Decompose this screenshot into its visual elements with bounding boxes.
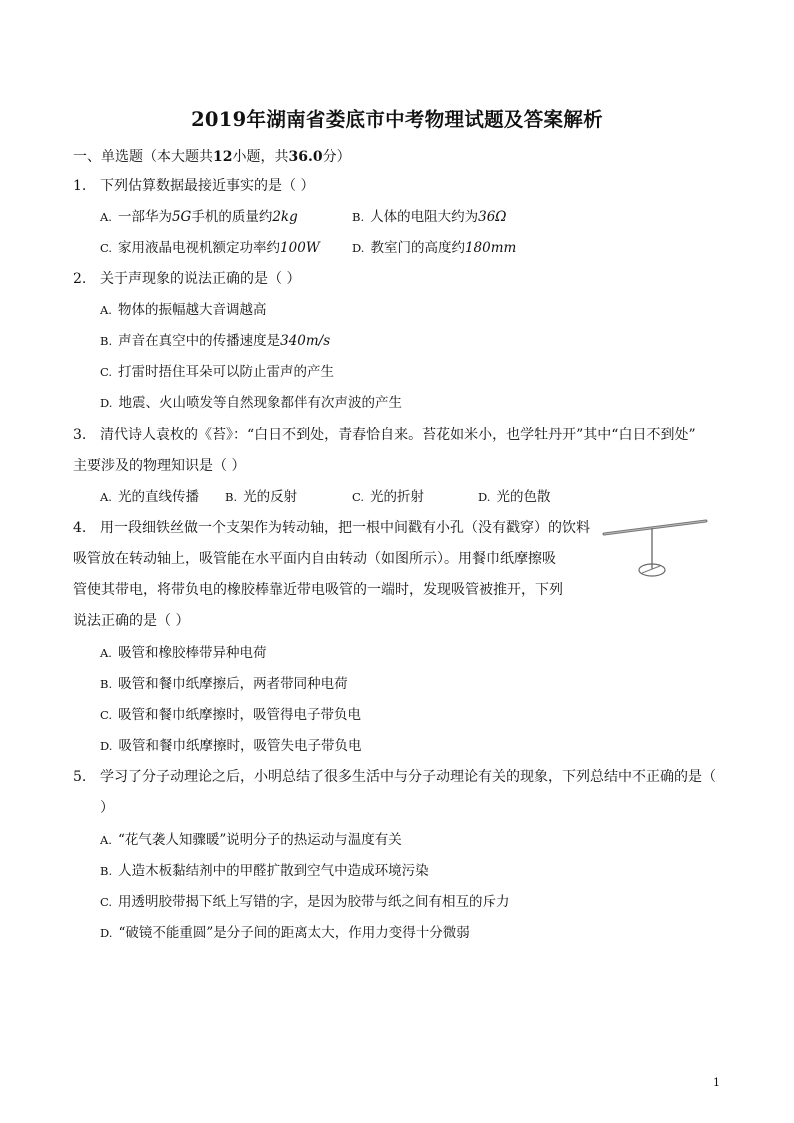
option-a: A. 物体的振幅越大音调越高 <box>100 302 267 318</box>
question-stem: 下列估算数据最接近事实的是（ ） <box>100 178 315 194</box>
question-stem: 主要涉及的物理知识是（ ） <box>73 458 246 474</box>
option-d: D. “破镜不能重圆”是分子间的距离太大，作用力变得十分微弱 <box>100 925 470 941</box>
question-stem: 吸管放在转动轴上，吸管能在水平面内自由转动（如图所示）。用餐巾纸摩擦吸 <box>73 551 556 567</box>
option-c: C. 家用液晶电视机额定功率约100W <box>100 240 320 256</box>
base-line <box>642 566 660 573</box>
option-a: A. “花气袭人知骤暖”说明分子的热运动与温度有关 <box>100 832 402 848</box>
option-d: D. 地震、火山喷发等自然现象都伴有次声波的产生 <box>100 395 402 411</box>
straw-pivot-figure <box>600 516 712 582</box>
question-number: 4. <box>73 520 87 536</box>
option-c: C. 吸管和餐巾纸摩擦时，吸管得电子带负电 <box>100 707 362 723</box>
section-heading: 一、单选题（本大题共12小题，共36.0分） <box>73 149 351 165</box>
straw-highlight <box>604 521 706 534</box>
option-b: B. 光的反射 <box>225 489 298 505</box>
option-b: B. 人造木板黏结剂中的甲醛扩散到空气中造成环境污染 <box>100 863 429 879</box>
option-b: B. 声音在真空中的传播速度是340m/s <box>100 333 331 349</box>
question-stem: 说法正确的是（ ） <box>73 613 190 629</box>
question-number: 2. <box>73 271 87 287</box>
question-stem: ） <box>100 800 114 816</box>
question-stem: 用一段细铁丝做一个支架作为转动轴，把一根中间戳有小孔（没有戳穿）的饮料 <box>100 520 590 536</box>
option-a: A. 吸管和橡胶棒带异种电荷 <box>100 645 267 661</box>
question-number: 5. <box>73 769 87 785</box>
question-stem: 管使其带电，将带负电的橡胶棒靠近带电吸管的一端时，发现吸管被推开，下列 <box>73 582 563 598</box>
page-number: 1 <box>713 1076 720 1089</box>
option-b: B. 人体的电阻大约为36Ω <box>352 209 507 225</box>
option-b: B. 吸管和餐巾纸摩擦后，两者带同种电荷 <box>100 676 348 692</box>
question-number: 3. <box>73 427 87 443</box>
option-d: D. 教室门的高度约180mm <box>352 240 517 256</box>
option-c: C. 打雷时捂住耳朵可以防止雷声的产生 <box>100 364 335 380</box>
question-stem: 学习了分子动理论之后，小明总结了很多生活中与分子动理论有关的现象，下列总结中不正确的是（ <box>100 769 716 785</box>
question-number: 1. <box>73 178 87 194</box>
option-a: A. 一部华为5G手机的质量约2kg <box>100 209 298 225</box>
option-a: A. 光的直线传播 <box>100 489 199 505</box>
option-d: D. 吸管和餐巾纸摩擦时，吸管失电子带负电 <box>100 738 362 754</box>
option-c: C. 用透明胶带揭下纸上写错的字，是因为胶带与纸之间有相互的斥力 <box>100 894 510 910</box>
option-d: D. 光的色散 <box>478 489 551 505</box>
option-c: C. 光的折射 <box>352 489 425 505</box>
question-stem: 清代诗人袁枚的《苔》：“白日不到处，青春恰自来。苔花如米小，也学牡丹开”其中“白日不到处” <box>100 427 696 443</box>
question-stem: 关于声现象的说法正确的是（ ） <box>100 271 301 287</box>
document-title: 2019年湖南省娄底市中考物理试题及答案解析 <box>191 108 603 131</box>
